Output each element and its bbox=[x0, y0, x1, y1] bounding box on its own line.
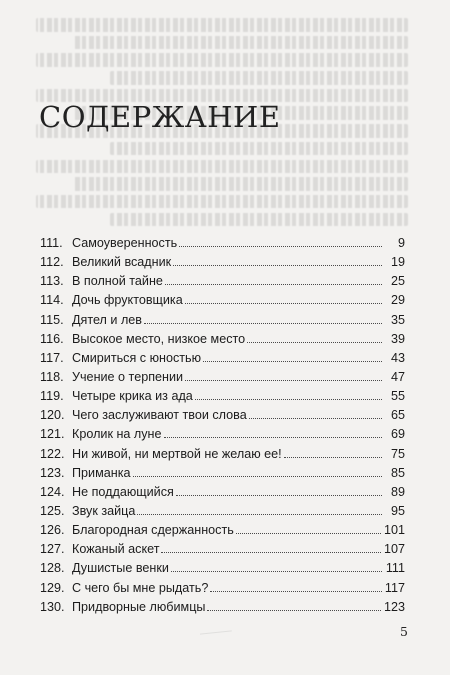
entry-page: 47 bbox=[390, 369, 405, 384]
toc-entry[interactable] bbox=[40, 483, 405, 502]
entry-number: 130. bbox=[40, 599, 65, 614]
entry-page: 29 bbox=[390, 293, 405, 308]
entry-page: 123 bbox=[383, 599, 405, 614]
dot-leader bbox=[195, 398, 382, 400]
entry-number: 123. bbox=[40, 465, 65, 480]
entry-number: 125. bbox=[40, 503, 65, 518]
entry-page: 19 bbox=[390, 255, 405, 270]
toc-entry[interactable] bbox=[40, 502, 405, 521]
entry-number: 113. bbox=[40, 274, 64, 289]
dot-leader bbox=[137, 513, 382, 515]
toc-entry[interactable] bbox=[40, 406, 405, 425]
entry-page: 25 bbox=[390, 274, 405, 289]
entry-page: 117 bbox=[384, 580, 405, 595]
entry-page: 75 bbox=[390, 446, 405, 461]
entry-title: Самоуверенность bbox=[72, 236, 178, 250]
entry-page: 9 bbox=[397, 236, 405, 250]
toc-entry[interactable] bbox=[40, 579, 405, 598]
entry-page: 35 bbox=[390, 312, 405, 327]
entry-title: Ни живой, ни мертвой не желаю ее! bbox=[72, 446, 282, 461]
entry-title: Душистые венки bbox=[72, 561, 169, 576]
entry-number: 124. bbox=[40, 484, 65, 499]
entry-number: 116. bbox=[40, 331, 64, 346]
toc-entry[interactable] bbox=[40, 253, 405, 272]
entry-number: 128. bbox=[40, 561, 65, 576]
toc-entry[interactable] bbox=[40, 598, 405, 617]
dot-leader bbox=[284, 456, 382, 458]
toc-entry[interactable] bbox=[40, 521, 405, 540]
entry-title: Звук зайца bbox=[72, 503, 136, 518]
toc-entry[interactable] bbox=[40, 349, 405, 368]
entry-number: 112. bbox=[40, 255, 64, 270]
toc-entry[interactable] bbox=[40, 387, 405, 406]
entry-number: 119. bbox=[40, 389, 64, 404]
dot-leader bbox=[203, 360, 382, 362]
entry-title: Дочь фруктовщика bbox=[72, 293, 183, 308]
entry-title: В полной тайне bbox=[72, 274, 163, 289]
entry-title: Благородная сдержанность bbox=[72, 523, 234, 538]
entry-number: 121. bbox=[40, 427, 65, 442]
entry-title: Кролик на луне bbox=[72, 427, 162, 442]
entry-title: С чего бы мне рыдать? bbox=[72, 580, 209, 595]
entry-number: 126. bbox=[40, 523, 65, 538]
toc-entry[interactable] bbox=[40, 330, 405, 349]
entry-title: Четыре крика из ада bbox=[72, 389, 193, 404]
toc-entry[interactable] bbox=[40, 368, 405, 387]
dot-leader bbox=[144, 322, 382, 324]
dot-leader bbox=[249, 417, 382, 419]
entry-page: 43 bbox=[390, 350, 405, 365]
entry-number: 127. bbox=[40, 542, 65, 557]
entry-page: 65 bbox=[390, 408, 405, 423]
entry-title: Не поддающийся bbox=[72, 484, 174, 499]
entry-number: 114. bbox=[40, 293, 64, 308]
dot-leader bbox=[161, 551, 381, 553]
dot-leader bbox=[185, 302, 382, 304]
entry-title: Кожаный аскет bbox=[72, 542, 160, 557]
page-title: СОДЕРЖАНИЕ bbox=[39, 100, 281, 134]
entry-number: 115. bbox=[40, 312, 64, 327]
dot-leader bbox=[185, 379, 382, 381]
toc-entry[interactable] bbox=[40, 291, 405, 310]
toc-entry[interactable] bbox=[40, 445, 405, 464]
entry-page: 107 bbox=[383, 542, 405, 557]
dot-leader bbox=[176, 494, 382, 496]
entry-title: Учение о терпении bbox=[72, 369, 184, 384]
dot-leader bbox=[165, 283, 382, 285]
entry-title: Придворные любимцы bbox=[72, 599, 206, 614]
toc-entry[interactable] bbox=[40, 425, 405, 444]
entry-page: 111 bbox=[385, 561, 405, 576]
entry-number: 117. bbox=[40, 350, 64, 365]
dot-leader bbox=[171, 570, 382, 572]
entry-page: 55 bbox=[390, 389, 405, 404]
toc-entry[interactable] bbox=[40, 559, 405, 578]
entry-number: 129. bbox=[40, 580, 65, 595]
entry-number: 111. bbox=[40, 236, 63, 250]
entry-title: Великий всадник bbox=[72, 255, 172, 270]
toc-entry[interactable] bbox=[40, 272, 405, 291]
toc-entry[interactable] bbox=[40, 311, 405, 330]
entry-title: Чего заслуживают твои слова bbox=[72, 408, 247, 423]
entry-number: 118. bbox=[40, 369, 64, 384]
table-of-contents bbox=[40, 234, 405, 617]
entry-page: 69 bbox=[390, 427, 405, 442]
entry-number: 120. bbox=[40, 408, 65, 423]
entry-page: 95 bbox=[390, 503, 405, 518]
entry-page: 101 bbox=[383, 523, 405, 538]
toc-entry[interactable] bbox=[40, 464, 405, 483]
entry-title: Смириться с юностью bbox=[72, 350, 202, 365]
entry-title: Приманка bbox=[72, 465, 131, 480]
dot-leader bbox=[207, 609, 381, 611]
toc-entry[interactable] bbox=[40, 540, 405, 559]
dot-leader bbox=[179, 245, 382, 247]
dot-leader bbox=[210, 590, 382, 592]
entry-number: 122. bbox=[40, 446, 65, 461]
entry-page: 85 bbox=[390, 465, 405, 480]
dot-leader bbox=[236, 532, 381, 534]
dot-leader bbox=[247, 341, 382, 343]
dot-leader bbox=[173, 264, 382, 266]
entry-page: 39 bbox=[390, 331, 405, 346]
paper-scuff bbox=[200, 630, 232, 636]
entry-page: 89 bbox=[390, 484, 405, 499]
entry-title: Высокое место, низкое место bbox=[72, 331, 246, 346]
page-number: 5 bbox=[400, 624, 408, 639]
toc-entry[interactable] bbox=[40, 234, 405, 253]
dot-leader bbox=[133, 475, 383, 477]
entry-title: Дятел и лев bbox=[72, 312, 142, 327]
dot-leader bbox=[164, 436, 382, 438]
